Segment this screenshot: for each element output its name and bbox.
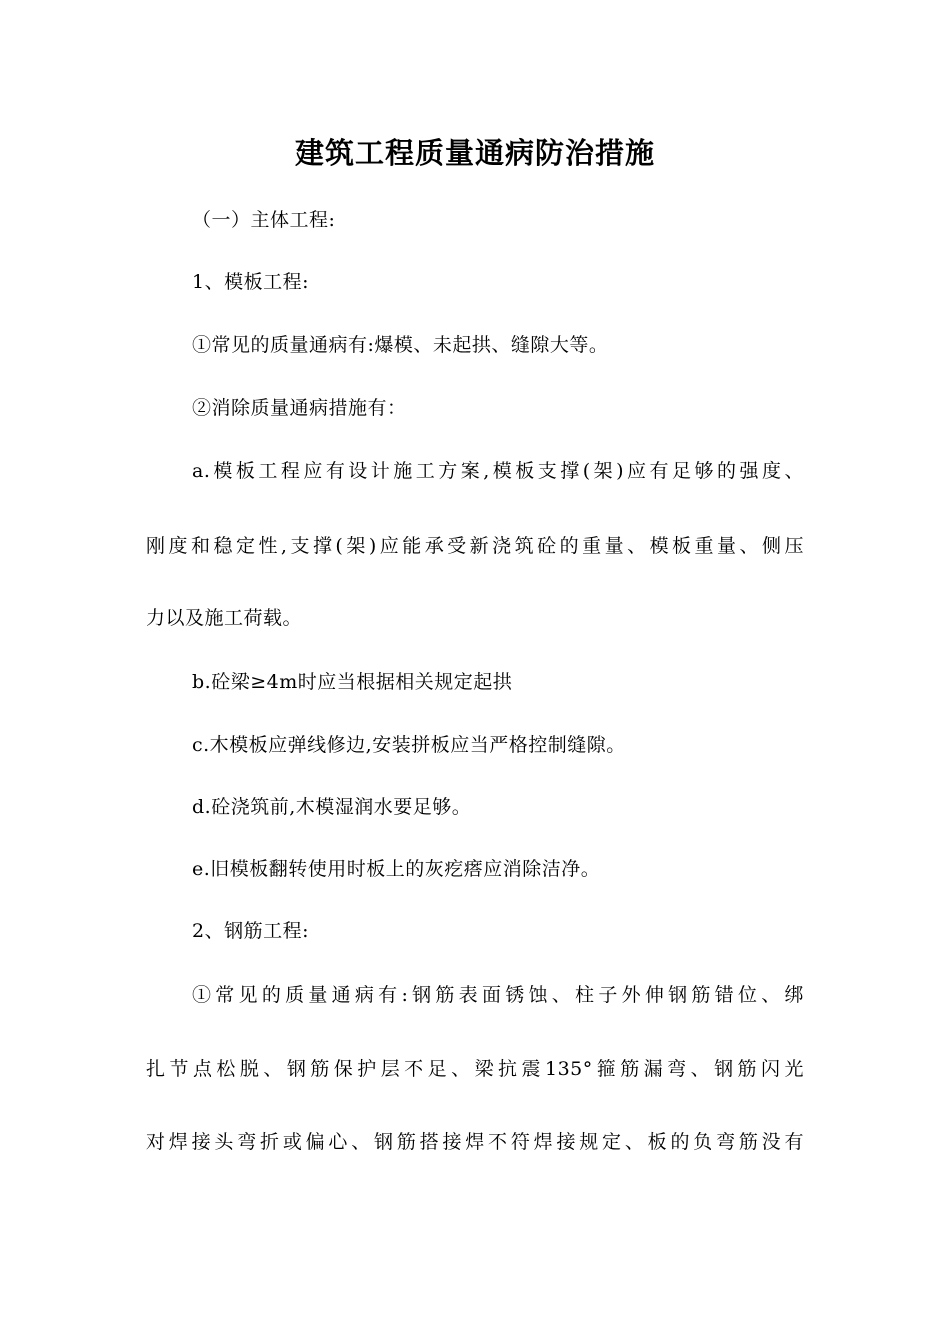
paragraph-formwork-measure-b: b.砼梁≥4m时应当根据相关规定起拱 bbox=[192, 671, 513, 693]
paragraph-formwork-measure-e: e.旧模板翻转使用时板上的灰疙瘩应消除洁净。 bbox=[192, 858, 601, 880]
paragraph-formwork-measure-a-line1: a.模板工程应有设计施工方案,模板支撑(架)应有足够的强度、 bbox=[192, 460, 804, 482]
paragraph-rebar-defects-line2: 扎节点松脱、钢筋保护层不足、梁抗震135°箍筋漏弯、钢筋闪光 bbox=[146, 1058, 804, 1080]
paragraph-rebar-defects-line3: 对焊接头弯折或偏心、钢筋搭接焊不符焊接规定、板的负弯筋没有 bbox=[146, 1131, 804, 1153]
paragraph-formwork-measure-c: c.木模板应弹线修边,安装拼板应当严格控制缝隙。 bbox=[192, 734, 626, 756]
paragraph-formwork-measures-heading: ②消除质量通病措施有： bbox=[192, 397, 407, 419]
subsection-heading-formwork: 1、模板工程: bbox=[192, 271, 309, 293]
paragraph-rebar-defects-line1: ①常见的质量通病有:钢筋表面锈蚀、柱子外伸钢筋错位、绑 bbox=[192, 984, 804, 1006]
paragraph-formwork-measure-a-line2: 刚度和稳定性,支撑(架)应能承受新浇筑砼的重量、模板重量、侧压 bbox=[146, 535, 804, 557]
document-title: 建筑工程质量通病防治措施 bbox=[294, 136, 655, 170]
paragraph-formwork-measure-d: d.砼浇筑前,木模湿润水要足够。 bbox=[192, 796, 472, 818]
paragraph-formwork-measure-a-line3: 力以及施工荷载。 bbox=[146, 607, 303, 629]
section-heading-main-works: （一）主体工程: bbox=[192, 209, 336, 231]
paragraph-formwork-defects: ①常见的质量通病有:爆模、未起拱、缝隙大等。 bbox=[192, 334, 609, 356]
subsection-heading-rebar: 2、钢筋工程: bbox=[192, 920, 309, 942]
